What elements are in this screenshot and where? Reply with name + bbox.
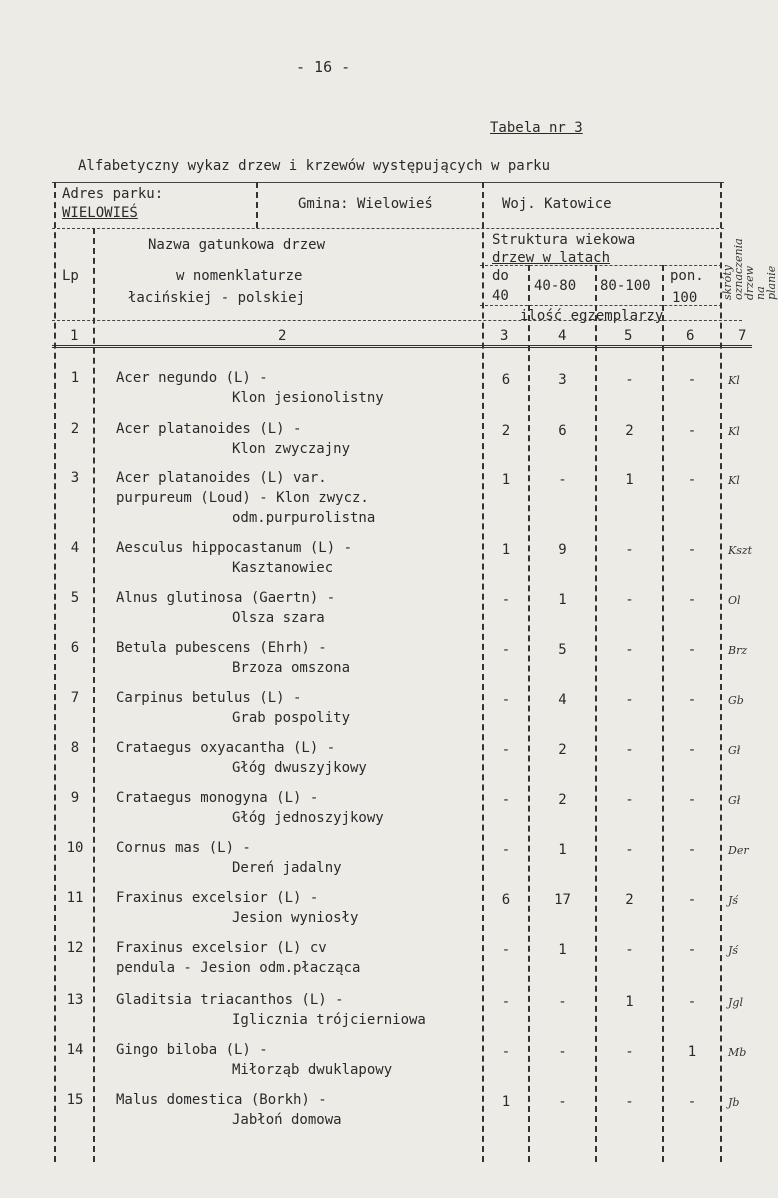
row-latin-name-cont: pendula - Jesion odm.płacząca (116, 960, 361, 976)
row-abbr: Kszt (728, 544, 753, 557)
header-age-80-100: 80-100 (600, 278, 651, 294)
row-polish-name: Jesion wyniosły (232, 910, 359, 926)
row-count-to-40: - (501, 1044, 511, 1060)
row-count-over-100: - (687, 994, 697, 1010)
row-count-over-100: - (687, 592, 697, 608)
row-count-to-40: - (501, 692, 511, 708)
row-count-40-80: 1 (558, 842, 567, 858)
row-polish-name: Dereń jadalny (232, 860, 342, 876)
row-count-to-40: - (501, 792, 511, 808)
row-abbr: Jb (728, 1096, 740, 1109)
row-latin-name: Carpinus betulus (L) - (116, 690, 302, 706)
row-count-40-80: 1 (558, 942, 567, 958)
row-latin-name: Gingo biloba (L) - (116, 1042, 268, 1058)
header-age-100: 100 (672, 290, 698, 306)
row-abbr: Gb (728, 694, 744, 707)
row-polish-name: Miłorząb dwuklapowy (232, 1062, 393, 1078)
row-count-80-100: - (625, 692, 634, 708)
row-latin-name: Acer platanoides (L) - (116, 421, 302, 437)
row-count-80-100: - (625, 642, 634, 658)
row-latin-name: Malus domestica (Borkh) - (116, 1092, 327, 1108)
row-count-to-40: - (501, 642, 511, 658)
header-age-40: 40 (492, 288, 509, 304)
row-latin-name-cont: purpureum (Loud) - Klon zwycz. (116, 490, 369, 506)
row-abbr: Der (728, 844, 749, 857)
row-count-to-40: 1 (501, 542, 511, 558)
col-num-4: 4 (558, 328, 567, 344)
row-count-over-100: - (687, 942, 697, 958)
row-abbr: Jgl (728, 996, 743, 1009)
row-count-40-80: 2 (558, 742, 567, 758)
table-label: Tabela nr 3 (490, 120, 583, 136)
row-lp: 4 (70, 540, 80, 556)
row-lp: 3 (70, 470, 80, 486)
row-lp: 12 (66, 940, 84, 956)
header-structure-line2: drzew w latach (492, 250, 611, 266)
row-count-over-100: - (687, 423, 697, 439)
row-count-40-80: - (558, 472, 567, 488)
row-polish-name: odm.purpurolistna (232, 510, 376, 526)
col-num-7: 7 (738, 328, 747, 344)
col-num-3: 3 (500, 328, 509, 344)
header-count-label: ilość egzemplarzy (520, 308, 664, 324)
row-count-to-40: - (501, 942, 511, 958)
row-lp: 1 (70, 370, 80, 386)
row-count-to-40: 1 (501, 472, 511, 488)
address-park-label: Adres parku: (62, 186, 164, 202)
row-count-40-80: - (558, 994, 567, 1010)
row-count-40-80: 2 (558, 792, 567, 808)
row-count-40-80: 6 (558, 423, 567, 439)
address-park-name: WIELOWIEŚ (62, 205, 138, 221)
row-count-40-80: 1 (558, 592, 567, 608)
row-latin-name: Acer negundo (L) - (116, 370, 268, 386)
row-latin-name: Crataegus oxyacantha (L) - (116, 740, 336, 756)
row-abbr: Mb (728, 1046, 747, 1059)
row-lp: 5 (70, 590, 80, 606)
row-count-over-100: - (687, 642, 697, 658)
row-count-80-100: - (625, 1094, 634, 1110)
row-polish-name: Brzoza omszona (232, 660, 351, 676)
rule-colnums (52, 345, 752, 348)
row-latin-name: Aesculus hippocastanum (L) - (116, 540, 353, 556)
row-abbr: Kl (728, 474, 740, 487)
col-line-addr1 (256, 182, 258, 228)
row-count-to-40: 1 (501, 1094, 511, 1110)
row-polish-name: Jabłoń domowa (232, 1112, 342, 1128)
col-num-1: 1 (70, 328, 79, 344)
rule-address (52, 228, 724, 229)
row-count-to-40: - (501, 592, 511, 608)
row-lp: 13 (66, 992, 84, 1008)
row-latin-name: Fraxinus excelsior (L) cv (116, 940, 327, 956)
row-count-80-100: - (625, 1044, 634, 1060)
row-lp: 8 (70, 740, 80, 756)
row-count-over-100: 1 (687, 1044, 697, 1060)
col-num-5: 5 (624, 328, 633, 344)
row-count-80-100: - (625, 842, 634, 858)
row-count-80-100: - (625, 372, 634, 388)
header-name-line3: łacińskiej - polskiej (128, 290, 306, 306)
row-latin-name: Betula pubescens (Ehrh) - (116, 640, 327, 656)
row-lp: 9 (70, 790, 80, 806)
row-latin-name: Gladitsia triacanthos (L) - (116, 992, 344, 1008)
col-num-2: 2 (278, 328, 287, 344)
row-count-to-40: 6 (501, 892, 511, 908)
row-count-80-100: - (625, 942, 634, 958)
row-lp: 2 (70, 421, 80, 437)
row-polish-name: Głóg dwuszyjkowy (232, 760, 367, 776)
header-abbr-label: skróty oznaczenia drzew na planie (721, 238, 778, 300)
row-count-80-100: - (625, 542, 634, 558)
row-polish-name: Iglicznia trójcierniowa (232, 1012, 426, 1028)
row-count-over-100: - (687, 842, 697, 858)
row-count-80-100: 1 (625, 472, 634, 488)
col-line-c40 (528, 265, 530, 1162)
address-woj: Woj. Katowice (502, 196, 612, 212)
row-count-to-40: - (501, 842, 511, 858)
row-count-to-40: 2 (501, 423, 511, 439)
row-lp: 14 (66, 1042, 84, 1058)
row-count-40-80: 4 (558, 692, 567, 708)
row-count-40-80: 9 (558, 542, 567, 558)
row-lp: 6 (70, 640, 80, 656)
col-line-c100 (662, 265, 664, 1162)
row-lp: 11 (66, 890, 84, 906)
row-count-over-100: - (687, 472, 697, 488)
row-count-40-80: - (558, 1044, 567, 1060)
row-count-over-100: - (687, 1094, 697, 1110)
row-abbr: Kl (728, 374, 740, 387)
col-line-name (482, 182, 484, 1162)
row-count-80-100: - (625, 792, 634, 808)
row-count-40-80: 5 (558, 642, 567, 658)
header-age-40-80: 40-80 (534, 278, 577, 294)
header-lp: Lp (62, 268, 79, 284)
address-gmina: Gmina: Wielowieś (298, 196, 433, 212)
row-abbr: Brz (728, 644, 748, 657)
col-line-left (54, 182, 56, 1162)
table-heading: Alfabetyczny wykaz drzew i krzewów występujących w parku (78, 158, 551, 174)
row-polish-name: Kasztanowiec (232, 560, 334, 576)
row-latin-name: Crataegus monogyna (L) - (116, 790, 319, 806)
page-number: - 16 - (296, 58, 351, 76)
row-latin-name: Acer platanoides (L) var. (116, 470, 327, 486)
row-abbr: Gł (728, 794, 741, 807)
col-line-right (720, 182, 722, 1162)
row-polish-name: Olsza szara (232, 610, 325, 626)
row-count-40-80: - (558, 1094, 567, 1110)
row-latin-name: Alnus glutinosa (Gaertn) - (116, 590, 336, 606)
row-latin-name: Fraxinus excelsior (L) - (116, 890, 319, 906)
row-abbr: Gł (728, 744, 741, 757)
header-name-line2: w nomenklaturze (176, 268, 303, 284)
row-count-over-100: - (687, 692, 697, 708)
rule-top (52, 182, 724, 183)
row-count-to-40: - (501, 742, 511, 758)
row-count-over-100: - (687, 542, 697, 558)
row-count-to-40: 6 (501, 372, 511, 388)
row-count-80-100: 2 (625, 423, 634, 439)
row-count-40-80: 3 (558, 372, 567, 388)
row-count-to-40: - (501, 994, 511, 1010)
row-lp: 7 (70, 690, 80, 706)
row-count-over-100: - (687, 372, 697, 388)
header-name-line1: Nazwa gatunkowa drzew (148, 237, 326, 253)
row-latin-name: Cornus mas (L) - (116, 840, 251, 856)
row-polish-name: Klon jesionolistny (232, 390, 384, 406)
row-lp: 10 (66, 840, 84, 856)
row-abbr: Jś (728, 944, 739, 957)
row-lp: 15 (66, 1092, 84, 1108)
col-line-c80 (595, 265, 597, 1162)
row-count-over-100: - (687, 892, 697, 908)
row-polish-name: Głóg jednoszyjkowy (232, 810, 384, 826)
col-num-6: 6 (686, 328, 695, 344)
row-count-80-100: - (625, 742, 634, 758)
row-abbr: Ol (728, 594, 741, 607)
col-line-lp (93, 228, 95, 1162)
row-polish-name: Grab pospolity (232, 710, 351, 726)
row-abbr: Kl (728, 425, 740, 438)
header-age-do: do (492, 268, 509, 284)
row-count-over-100: - (687, 742, 697, 758)
header-age-pon: pon. (670, 268, 704, 284)
row-count-80-100: - (625, 592, 634, 608)
row-count-40-80: 17 (554, 892, 571, 908)
header-structure-line1: Struktura wiekowa (492, 232, 636, 248)
row-abbr: Jś (728, 894, 739, 907)
row-polish-name: Klon zwyczajny (232, 441, 351, 457)
row-count-80-100: 1 (625, 994, 634, 1010)
row-count-over-100: - (687, 792, 697, 808)
row-count-80-100: 2 (625, 892, 634, 908)
